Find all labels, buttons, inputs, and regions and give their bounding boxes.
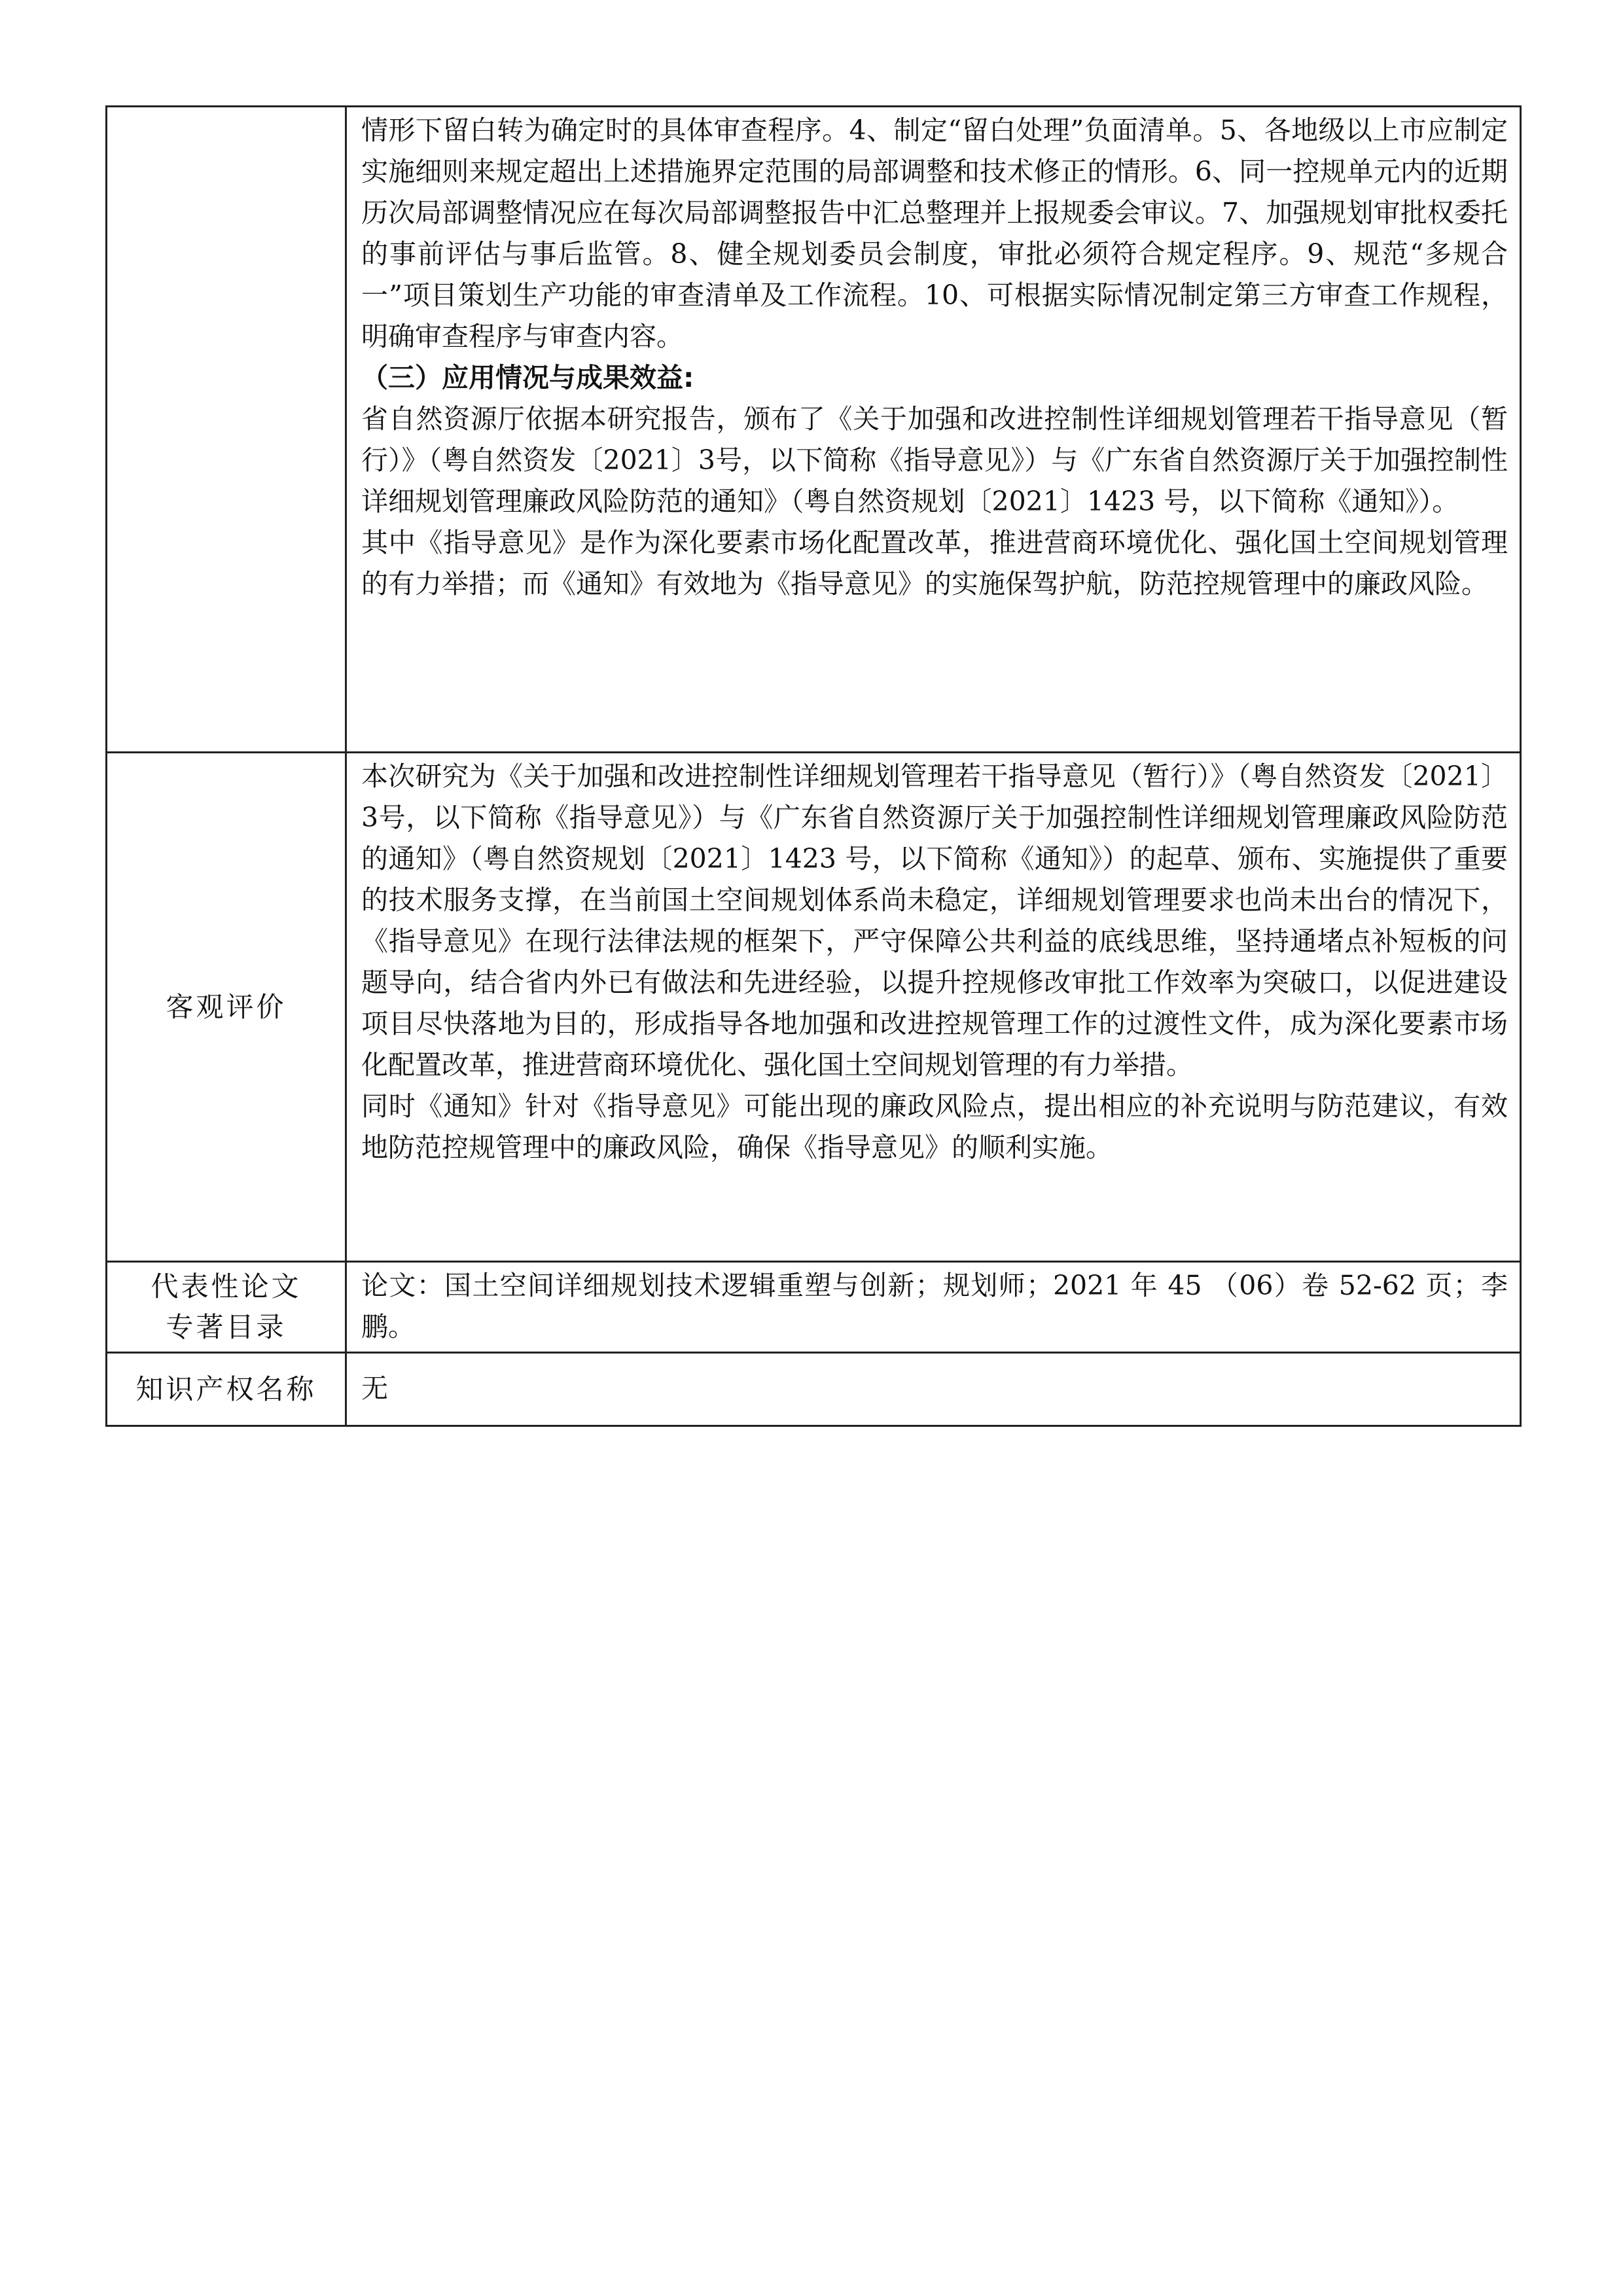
publications-label-line: 专著目录 bbox=[166, 1311, 287, 1343]
document-table bbox=[105, 105, 1522, 1427]
ip-content-cell bbox=[346, 1353, 1521, 1426]
evaluation-row bbox=[107, 753, 1521, 1262]
continuation-label-cell bbox=[107, 107, 346, 753]
publications-content-cell bbox=[346, 1262, 1521, 1353]
continuation-row bbox=[107, 107, 1521, 753]
continuation-content-cell bbox=[346, 107, 1521, 753]
publications-row bbox=[107, 1262, 1521, 1353]
publications-label-line: 代表性论文 bbox=[151, 1270, 302, 1302]
application-subheading: （三）应用情况与成果效益: bbox=[361, 362, 694, 393]
evaluation-label: 客观评价 bbox=[107, 753, 346, 1262]
ip-text: 无 bbox=[361, 1372, 388, 1404]
continuation-paragraph: 情形下留白转为确定时的具体审查程序。4、制定“留白处理”负面清单。5、各地级以上市应制定实施细则来规定超出上述措施界定范围的局部调整和技术修正的情形。6、同一控规单元内的近期历次局部调整情况应在每次局部调整报告中汇总整理并上报规委会审议。7、加强规划审批权委托的事前评估与事后监管。8、健全规划委员会制度，审批必须符合规定程序。9、规范“多规合一”项目策划生产功能的审查清单及工作流程。10、可根据实际情况制定第三方审查工作规程，明确审查程序与审查内容。 bbox=[361, 115, 1508, 352]
evaluation-paragraph: 本次研究为《关于加强和改进控制性详细规划管理若干指导意见（暂行）》（粤自然资发〔2021〕3号，以下简称《指导意见》）与《广东省自然资源厅关于加强控制性详细规划管理廉政风险防范的通知》（粤自然资规划〔2021〕1423 号，以下简称《通知》）的起草、颁布、实施提供了重要的技术服务支撑，在当前国土空间规划体系尚未稳定，详细规划管理要求也尚未出台的情况下，《指导意见》在现行法律法规的框架下，严守保障公共利益的底线思维，坚持通堵点补短板的问题导向，结合省内外已有做法和先进经验，以提升控规修改审批工作效率为突破口，以促进建设项目尽快落地为目的，形成指导各地加强和改进控规管理工作的过渡性文件，成为深化要素市场化配置改革，推进营商环境优化、强化国土空间规划管理的有力举措。 bbox=[361, 761, 1508, 1081]
ip-row bbox=[107, 1353, 1521, 1426]
application-paragraph: 省自然资源厅依据本研究报告，颁布了《关于加强和改进控制性详细规划管理若干指导意见（暂行）》（粤自然资发〔2021〕3号，以下简称《指导意见》）与《广东省自然资源厅关于加强控制性详细规划管理廉政风险防范的通知》（粤自然资规划〔2021〕1423 号，以下简称《通知》）。 bbox=[361, 403, 1508, 517]
evaluation-content-cell bbox=[346, 753, 1521, 1262]
application-paragraph: 其中《指导意见》是作为深化要素市场化配置改革，推进营商环境优化、强化国土空间规划管理的有力举措；而《通知》有效地为《指导意见》的实施保驾护航，防范控规管理中的廉政风险。 bbox=[361, 527, 1508, 600]
evaluation-paragraph: 同时《通知》针对《指导意见》可能出现的廉政风险点，提出相应的补充说明与防范建议，有效地防范控规管理中的廉政风险，确保《指导意见》的顺利实施。 bbox=[361, 1090, 1508, 1163]
ip-label: 知识产权名称 bbox=[107, 1353, 346, 1426]
publications-label bbox=[107, 1262, 346, 1353]
publications-text: 论文：国土空间详细规划技术逻辑重塑与创新；规划师；2021 年 45 （06）卷 52-62 页；李鹏。 bbox=[361, 1270, 1508, 1342]
